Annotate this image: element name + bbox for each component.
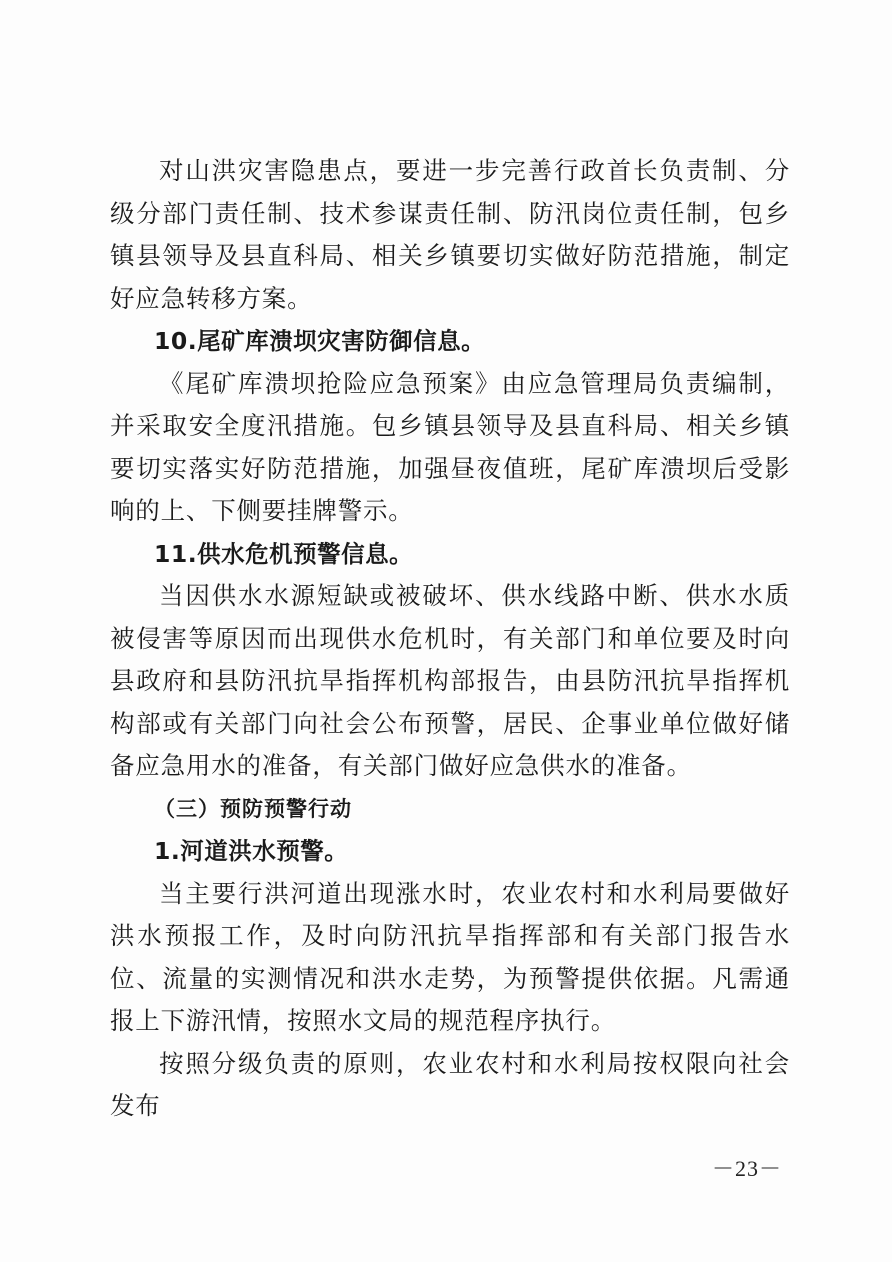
section-heading-prevention: （三）预防预警行动 — [154, 796, 352, 821]
paragraph-tailings-dam: 《尾矿库溃坝抢险应急预案》由应急管理局负责编制，并采取安全度汛措施。包乡镇县领导及县直科局、相关乡镇要切实落实好防范措施，加强昼夜值班，尾矿库溃坝后受影响的上、下侧要挂牌警示。 — [110, 368, 790, 525]
paragraph-graded-responsibility: 按照分级负责的原则，农业农村和水利局按权限向社会发布 — [110, 1048, 790, 1120]
heading-tailings-dam: 10.尾矿库溃坝灾害防御信息。 — [154, 327, 486, 355]
paragraph-river-flood: 当主要行洪河道出现涨水时，农业农村和水利局要做好洪水预报工作，及时向防汛抗旱指挥部和有关部门报告水位、流量的实测情况和洪水走势，为预警提供依据。凡需通报上下游汛情，按照水文局的规范程序执行。 — [110, 878, 790, 1035]
paragraph-water-supply: 当因供水水源短缺或被破坏、供水线路中断、供水水质被侵害等原因而出现供水危机时，有关部门和单位要及时向县政府和县防汛抗旱指挥机构部报告，由县防汛抗旱指挥机构部或有关部门向社会公布预警，居民、企事业单位做好储备应急用水的准备，有关部门做好应急供水的准备。 — [110, 581, 790, 780]
heading-water-supply: 11.供水危机预警信息。 — [154, 539, 414, 568]
document-body — [110, 150, 790, 1128]
page-number: －23－ — [711, 1156, 782, 1181]
heading-river-flood: 1.河道洪水预警。 — [154, 837, 349, 865]
paragraph-mountain-flood: 对山洪灾害隐患点，要进一步完善行政首长负责制、分级分部门责任制、技术参谋责任制、防汛岗位责任制，包乡镇县领导及县直科局、相关乡镇要切实做好防范措施，制定好应急转移方案。 — [110, 156, 790, 313]
